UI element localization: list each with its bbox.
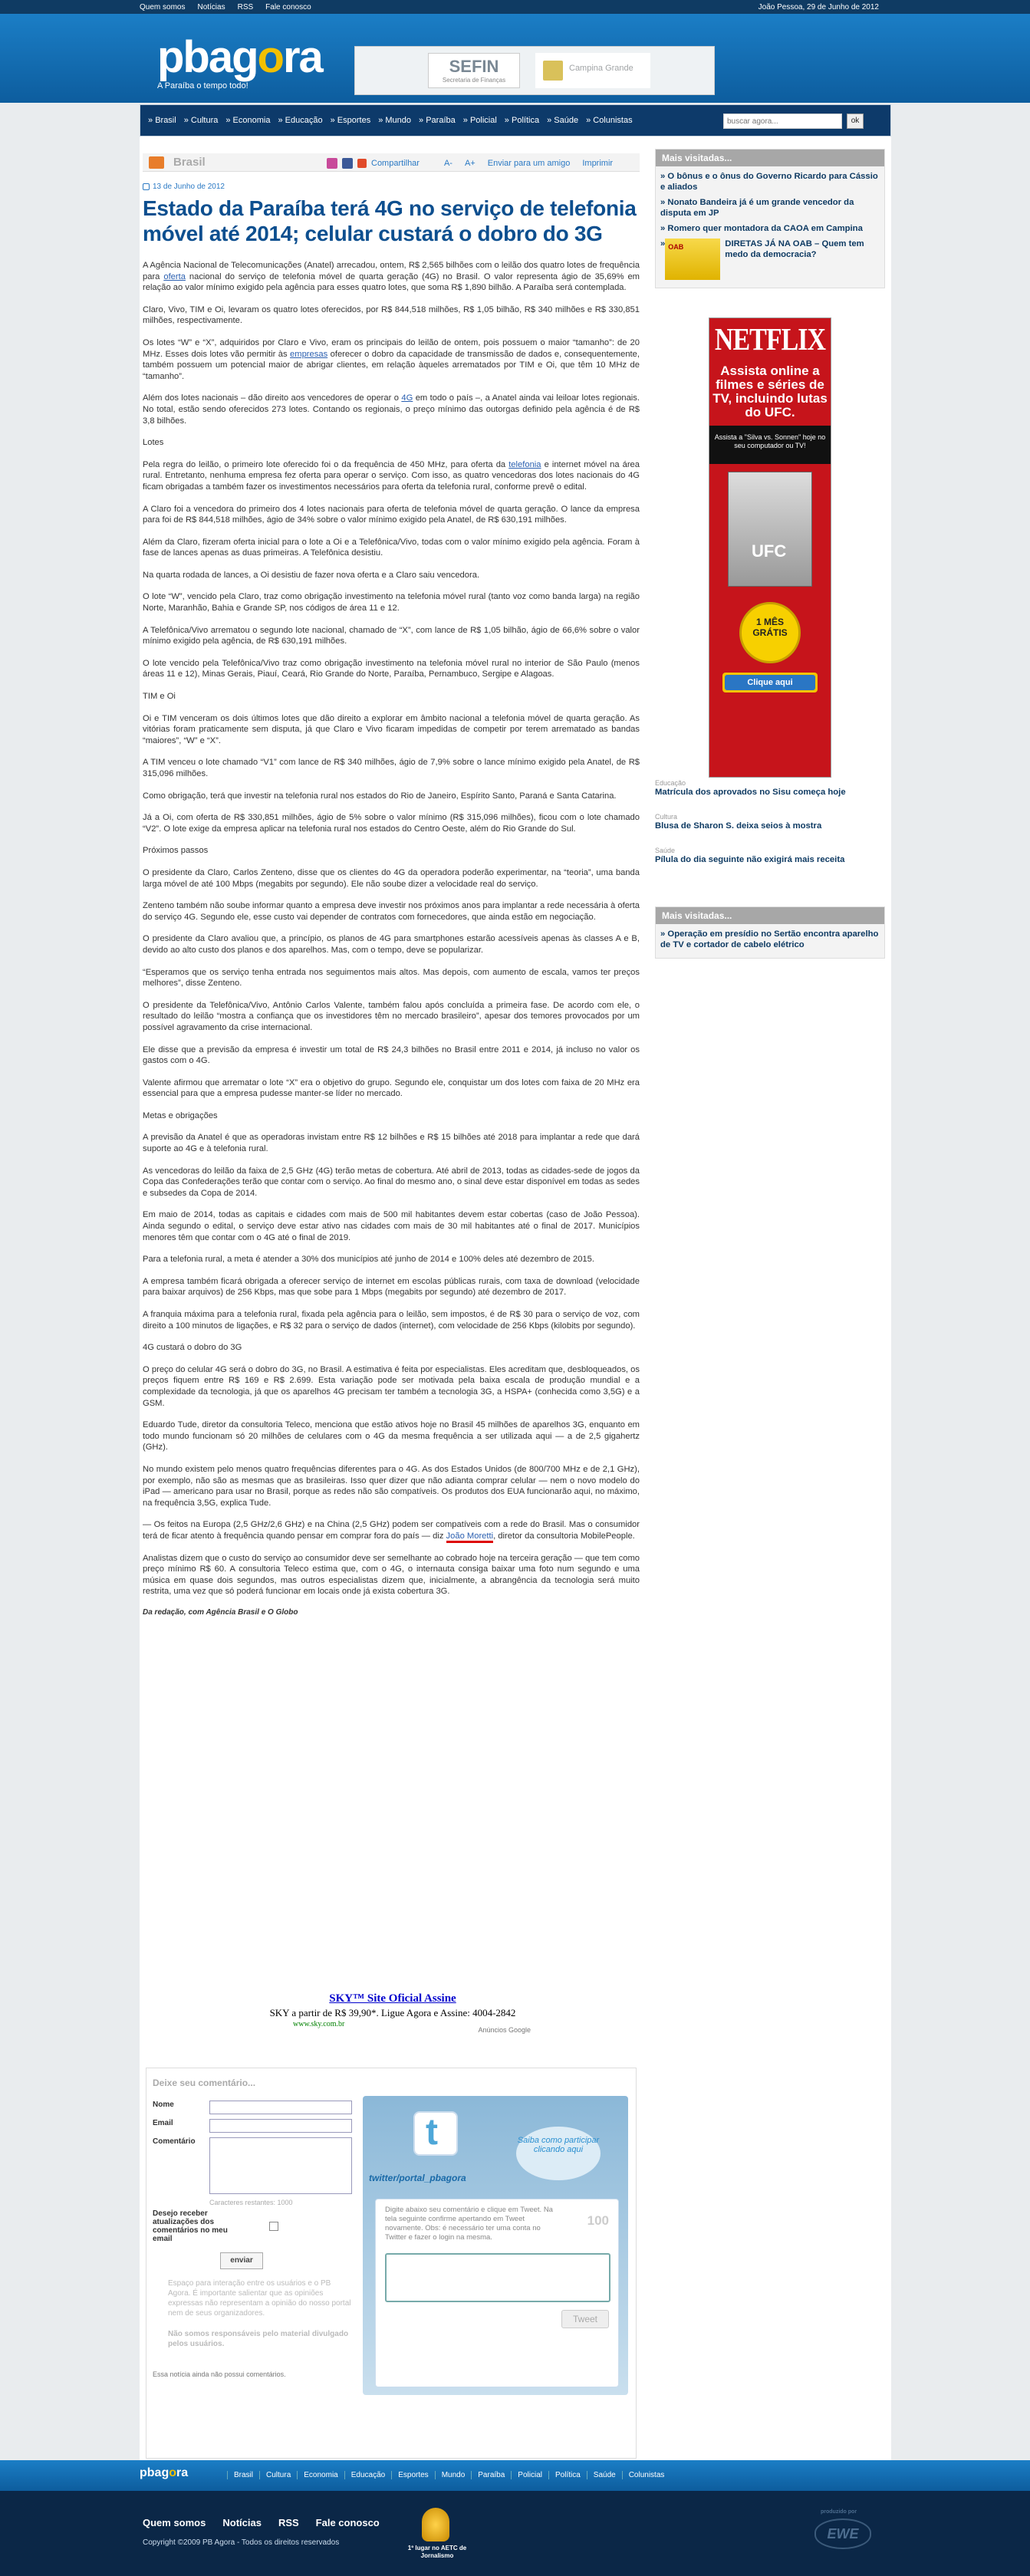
paragraph: O presidente da Telefônica/Vivo, Antônio Carlos Valente, também falou após concluída a primeira fase. De acordo com ele, o resultado do leilão “mostra a confiança que os investidores têm no mercado brasileiro”, apesar dos temores provocados por um possível agravamento da crise internacional. xyxy=(143,1000,640,1032)
paragraph: A empresa também ficará obrigada a oferecer serviço de internet em escolas públicas rurais, com taxa de download (velocidade para baixar arquivos) de 256 Kbps, mas que sobe para 1 Mbps (megabits por segundo) até dezembro de 2017. xyxy=(143,1276,640,1298)
tweet-button[interactable]: Tweet xyxy=(561,2310,609,2328)
nav-item-cultura[interactable]: » Cultura xyxy=(184,116,219,125)
paragraph: A Telefônica/Vivo arrematou o segundo lote nacional, chamado de “X”, com lance de R$ 1,05 bilhão, ágio de 66,6% sobre o valor mínimo exigido pela agência, de R$ 630,191 milhões. xyxy=(143,625,640,646)
paragraph: Na quarta rodada de lances, a Oi desistiu de fazer nova oferta e a Claro saiu vencedora. xyxy=(143,570,480,580)
top-link-noticias[interactable]: Notícias xyxy=(197,2,225,12)
side-news-item[interactable] xyxy=(655,847,885,865)
paragraph: Para a telefonia rural, a meta é atender a 30% dos municípios até junho de 2014 e 100% deles até dezembro de 2015. xyxy=(143,1255,594,1265)
footer-nav-item[interactable]: Educação xyxy=(344,2471,391,2479)
footer-nav-item[interactable]: Colunistas xyxy=(622,2471,671,2479)
publish-date: 13 de Junho de 2012 xyxy=(143,183,640,191)
comment-form xyxy=(153,2101,354,2378)
comment-disclaimer: Espaço para interação entre os usuários e o PB Agora. É importante salientar que as opiniões expressas não representam a opinião do nosso portal nem de seus organizadores. xyxy=(168,2279,351,2318)
footer-link-rss[interactable]: RSS xyxy=(278,2517,299,2528)
name-field[interactable] xyxy=(209,2101,352,2114)
paragraph: O preço do celular 4G será o dobro do 3G, no Brasil. A estimativa é feita por especialistas. Eles acreditam que, desbloqueados, os preços fiquem entre R$ 169 e R$ 2.699. Esta variação pode ser motivada pela baixa escala de produção mundial e a complexidade da tecnologia, já que os aparelhos 4G precisam ter também a tecnologia 3G, a HSPA+ (conhecida como 3,5G) e a GSM. xyxy=(143,1364,640,1408)
share-icon[interactable] xyxy=(357,159,367,168)
paragraph: A franquia máxima para a telefonia rural, fixada pela agência para o leilão, sem impostos, é de R$ 30 para o serviço de voz, com direito a 100 minutos de ligações, e R$ 32 para o serviço de dados (internet), com velocidade de 256 Kbps (kilobits por segundo). xyxy=(143,1310,640,1331)
paragraph: Além dos lotes nacionais – dão direito aos vencedores de operar o 4G em todo o país –, a Anatel ainda vai leiloar lotes regionais. No total, estão sendo oferecidos 273 lotes. Contando os regionais, o preço mínimo das outorgas definido pela agência é de R$ 3,8 bilhões. xyxy=(143,393,640,426)
article-title: Estado da Paraíba terá 4G no serviço de telefonia móvel até 2014; celular custará o dobro do 3G xyxy=(143,196,637,245)
search-input[interactable] xyxy=(723,114,842,129)
nav-item-saude[interactable]: » Saúde xyxy=(547,116,578,125)
top-link-rss[interactable]: RSS xyxy=(237,2,254,12)
ad-description: SKY a partir de R$ 39,90*. Ligue Agora e Assine: 4004-2842 xyxy=(269,2007,516,2018)
side-news-title[interactable]: Blusa de Sharon S. deixa seios à mostra xyxy=(655,821,822,831)
paragraph: Os lotes “W” e “X”, adquiridos por Claro e Vivo, eram os principais do leilão de ontem, pois possuem o maior “tamanho”: de 20 MHz. Esses dois lotes vão permitir às empresas oferecer o dobro da capacidade de transmissão de dados e, consequentemente, também possuem um potencial maior de abrigar clientes, em relação àqueles arrematados por TIM e Oi, que têm 10 MHz de “tamanho”. xyxy=(143,337,640,381)
paragraph: Analistas dizem que o custo do serviço ao consumidor deve ser semelhante ao cobrado hoje na terceira geração — que tem como preço mínimo R$ 60. A consultoria Teleco estima que, com o 4G, o internauta consiga baixar uma foto num segundo e uma música em quase dois segundos, mas outros especialistas dizem que, inicialmente, a abrangência da tecnologia será muito restrita, uma vez que só poderá funcionar em locais onde já exista cobertura 3G. xyxy=(143,1553,640,1597)
medal-icon xyxy=(422,2508,449,2541)
featured-thumbnail[interactable]: » OAB xyxy=(665,239,720,280)
footer-nav-item[interactable]: Mundo xyxy=(435,2471,472,2479)
current-date: João Pessoa, 29 de Junho de 2012 xyxy=(758,3,879,12)
top-link-fale-conosco[interactable]: Fale conosco xyxy=(265,2,311,12)
article-body xyxy=(143,260,640,1597)
email-field[interactable] xyxy=(209,2119,352,2133)
paragraph: Ele disse que a previsão da empresa é investir um total de R$ 24,3 bilhões no Brasil entre 2011 e 2014, já incluso no valor os gastos com o 4G. xyxy=(143,1045,640,1066)
notify-label: Desejo receber atualizações dos comentários no meu email xyxy=(153,2209,228,2243)
twitter-widget xyxy=(363,2096,628,2395)
nav-item-educacao[interactable]: » Educação xyxy=(278,116,322,125)
subheading: Lotes xyxy=(143,438,164,448)
footer-nav-item[interactable]: Policial xyxy=(511,2471,548,2479)
name-label: Nome xyxy=(153,2101,174,2109)
side-news-category: Saúde xyxy=(655,847,676,854)
ad-title[interactable]: SKY™ Site Oficial Assine xyxy=(329,1992,456,2005)
top-bar xyxy=(0,0,1030,14)
paragraph: O presidente da Claro avaliou que, a princípio, os planos de 4G para smartphones estarão acessíveis apenas às classes A e B, devido ao alto custo dos planos e dos aparelhos. Mas, com o tempo, deve se popularizar. xyxy=(143,934,640,955)
most-viewed-item[interactable]: » Romero quer montadora da CAOA em Campina xyxy=(660,223,880,234)
most-viewed-item[interactable]: » Operação em presídio no Sertão encontra aparelho de TV e cortador de cabelo elétrico xyxy=(660,929,880,950)
article-category: Brasil xyxy=(173,156,206,169)
share-link[interactable]: Compartilhar xyxy=(371,158,420,168)
side-news-item[interactable] xyxy=(655,779,885,798)
subheading: TIM e Oi xyxy=(143,692,176,702)
paragraph: As vencedoras do leilão da faixa de 2,5 GHz (4G) terão metas de cobertura. Até abril de 2013, todas as cidades-sede de jogos da Copa das Confederações terão que contar com o serviço. Ao final do mesmo ano, o sinal deve estar disponível em todas as sedes e subsedes da Copa de 2014. xyxy=(143,1166,640,1198)
ad-url[interactable]: www.sky.com.br xyxy=(293,2020,345,2028)
paragraph: Já a Oi, com oferta de R$ 330,851 milhões, ágio de 5% sobre o valor mínimo (R$ 315,096 milhões), ficou com o lote chamado “V2”. O lote exige da empresa aplicar na telefonia rural nos estados do Centro Oeste, além do Rio Grande do Sul. xyxy=(143,813,640,834)
nav-item-economia[interactable]: » Economia xyxy=(225,116,270,125)
side-news-category: Cultura xyxy=(655,813,678,821)
inline-link[interactable]: empresas xyxy=(290,349,328,359)
no-comments-text: Essa notícia ainda não possui comentários. xyxy=(153,2370,286,2378)
article-source: Da redação, com Agência Brasil e O Globo xyxy=(143,1607,298,1617)
footer-nav-item[interactable]: Economia xyxy=(297,2471,344,2479)
nav-item-politica[interactable]: » Política xyxy=(505,116,539,125)
footer-link-noticias[interactable]: Notícias xyxy=(222,2517,262,2528)
paragraph: A TIM venceu o lote chamado “V1” com lance de R$ 340 milhões, ágio de 7,9% sobre o lance mínimo exigido pela Anatel, de R$ 315,096 milhões. xyxy=(143,758,640,778)
most-viewed-box-2 xyxy=(655,906,885,959)
footer-nav xyxy=(0,2460,1030,2491)
font-decrease-button[interactable]: A- xyxy=(443,159,452,168)
paragraph: — Os feitos na Europa (2,5 GHz/2,6 GHz) e na China (2,5 GHz) podem ser compatíveis com a rede do Brasil. Mas o consumidor terá de ficar atento à frequência quando pensar em comprar fora do país — diz João Moretti, diretor da consultoria MobilePeople. xyxy=(143,1519,640,1541)
comment-heading: Deixe seu comentário... xyxy=(153,2078,256,2088)
paragraph: O lote “W”, vencido pela Claro, traz como obrigação investimento na telefonia móvel rural (tanto voz como banda larga) na região Norte, Maranhão, Bahia e Grande SP, nos códigos de área 11 e 12. xyxy=(143,592,640,614)
free-month-badge: 1 MÊS GRÁTIS xyxy=(739,602,801,663)
inline-link[interactable]: oferta xyxy=(163,271,186,281)
nav-item-colunistas[interactable]: » Colunistas xyxy=(586,116,633,125)
paragraph: A previsão da Anatel é que as operadoras invistam entre R$ 12 bilhões e R$ 15 bilhões até 2018 para implantar a rede que dará suporte ao 4G e à telefonia rural. xyxy=(143,1133,640,1154)
sidebar xyxy=(655,149,885,949)
comment-label: Comentário xyxy=(153,2137,196,2146)
paragraph: Como obrigação, terá que investir na telefonia rural nos estados do Rio de Janeiro, Espírito Santo, Paraná e Santa Catarina. xyxy=(143,791,617,801)
netflix-headline: Assista online a filmes e séries de TV, incluindo lutas do UFC. xyxy=(712,364,828,419)
article-toolbar xyxy=(143,153,640,172)
footer-link-fale-conosco[interactable]: Fale conosco xyxy=(315,2517,380,2528)
site-slogan: A Paraíba o tempo todo! xyxy=(157,81,248,90)
comment-textarea[interactable] xyxy=(209,2137,352,2194)
inline-link[interactable]: telefonia xyxy=(508,459,541,469)
calendar-icon xyxy=(143,183,150,190)
paragraph: Em maio de 2014, todas as capitais e cidades com mais de 500 mil habitantes devem estar cobertas (caso de João Pessoa). Ainda segundo o edital, o serviço deve estar ativo nas cidades com mais de 30 mil habitantes até o final de 2017. Municípios menores têm que contar com o 4G até o final de 2019. xyxy=(143,1210,640,1242)
footer xyxy=(0,2491,1030,2576)
side-news-category: Educação xyxy=(655,779,686,787)
top-link-quem-somos[interactable]: Quem somos xyxy=(140,2,186,12)
copyright: Copyright ©2009 PB Agora - Todos os direitos reservados xyxy=(143,2538,340,2547)
main-area xyxy=(140,137,891,2460)
twitter-handle[interactable]: twitter/portal_pbagora xyxy=(369,2173,466,2183)
paragraph: No mundo existem pelo menos quatro frequências diferentes para o 4G. As dos Estados Unidos (de 800/700 MHz e de 2,1 GHz), por exemplo, não são as mesmas que as brasileiras. Isso quer dizer que não adianta comprar celular — nem o novo modelo do iPad — americano para usar no Brasil, porque as redes não são compatíveis. Os produtos dos EUA funcionarão aqui, no máximo, na frequência 3,5G, explica Tude. xyxy=(143,1464,640,1508)
campina-grande-logo: Campina Grande xyxy=(535,53,650,88)
footer-nav-item[interactable]: Saúde xyxy=(587,2471,622,2479)
twitter-help-link[interactable]: Saiba como participar clicando aqui xyxy=(516,2127,601,2180)
award-text: 1º lugar no AETC de Jornalismo xyxy=(407,2545,467,2559)
most-viewed-title: Mais visitadas... xyxy=(656,907,884,924)
side-news-title[interactable]: Pílula do dia seguinte não exigirá mais receita xyxy=(655,855,845,864)
comment-disclaimer-2: Não somos responsáveis pelo material divulgado pelos usuários. xyxy=(168,2330,349,2348)
nav-item-brasil[interactable]: » Brasil xyxy=(148,116,176,125)
chars-remaining: Caracteres restantes: 1000 xyxy=(209,2199,293,2206)
nav-item-mundo[interactable]: » Mundo xyxy=(378,116,411,125)
paragraph: Pela regra do leilão, o primeiro lote oferecido foi o da frequência de 450 MHz, para oferta da telefonia e internet móvel na área rural. Entretanto, nenhuma empresa fez oferta para operar o serviço. Com isso, as quatro vencedoras dos lotes nacionais do 4G ficam obrigadas a também fazer os investimentos necessários para oferta da telefonia rural, conforme prevê o edital. xyxy=(143,459,640,492)
tweet-textarea[interactable] xyxy=(385,2253,610,2302)
print-link[interactable]: Imprimir xyxy=(582,159,614,168)
nav-item-policial[interactable]: » Policial xyxy=(463,116,497,125)
subheading: Próximos passos xyxy=(143,846,209,856)
tweet-char-count: 100 xyxy=(587,2213,609,2228)
subheading: Metas e obrigações xyxy=(143,1110,218,1120)
nav-item-paraiba[interactable]: » Paraíba xyxy=(419,116,456,125)
side-news-item[interactable] xyxy=(655,813,885,831)
paragraph: Valente afirmou que arrematar o lote “X” era o objetivo do grupo. Segundo ele, conquistar um dos lotes com faixa de 20 MHz era essencial para que a empresa pudesse manter-se líder no mercado. xyxy=(143,1077,640,1099)
sefin-logo: SEFIN Secretaria de Finanças xyxy=(428,53,520,88)
footer-nav-item[interactable]: Cultura xyxy=(259,2471,297,2479)
most-viewed-item[interactable]: » O bônus e o ônus do Governo Ricardo para Cássio e aliados xyxy=(660,171,880,192)
paragraph: A Claro foi a vencedora do primeiro dos 4 lotes nacionais para oferta de telefonia móvel de quarta geração. O lance da empresa para foi de R$ 844,518 milhões, ágio de 34% sobre o valor mínimo exigido pela Anatel, de R$ 630,191 milhões. xyxy=(143,504,640,525)
send-button[interactable]: enviar xyxy=(220,2252,263,2269)
ufc-poster: UFC xyxy=(728,472,812,587)
city-crest-icon xyxy=(543,61,563,81)
most-viewed-box xyxy=(655,149,885,288)
rss-icon[interactable] xyxy=(149,156,164,169)
header-banner[interactable] xyxy=(354,46,715,95)
footer-link-quem-somos[interactable]: Quem somos xyxy=(143,2517,206,2528)
paragraph: Oi e TIM venceram os dois últimos lotes que dão direito a explorar em âmbito nacional a telefonia móvel de quarta geração. As vitórias foram praticamente sem disputa, já que Claro e Vivo ficaram impedidas de competir por terem arrematado as bandas “maiores”, “W” e “X”. xyxy=(143,713,640,745)
paragraph: O lote vencido pela Telefônica/Vivo traz como obrigação investimento na telefonia móvel rural no interior de São Paulo (menos áreas 11 e 12), Minas Gerais, Piauí, Ceará, Rio Grande do Norte, Paraíba, Pernambuco, Sergipe e Alagoas. xyxy=(143,658,640,679)
inline-link[interactable]: 4G xyxy=(401,393,413,403)
email-friend-link[interactable]: Enviar para um amigo xyxy=(487,159,571,168)
most-viewed-featured[interactable]: » OAB DIRETAS JÁ NA OAB – Quem tem medo da democracia? xyxy=(660,239,880,280)
header xyxy=(0,14,1030,103)
notify-checkbox[interactable] xyxy=(269,2222,278,2231)
site-logo[interactable]: pbagora A Paraíba o tempo todo! xyxy=(157,35,326,89)
orkut-icon[interactable] xyxy=(327,158,337,169)
search-button[interactable]: ok xyxy=(847,114,864,129)
netflix-logo: NETFLIX xyxy=(714,323,826,357)
developer-logo[interactable]: produzido por EWE xyxy=(814,2518,871,2549)
ad-attribution[interactable]: Anúncios Google xyxy=(478,2026,531,2034)
paragraph: O presidente da Claro, Carlos Zenteno, disse que os clientes do 4G da operadora poderão experimentar, na “teoria”, uma banda larga móvel de até 100 Mbps (megabits por segundo). Ele não soube dizer a velocidade real do serviço. xyxy=(143,867,640,889)
netflix-ad[interactable] xyxy=(709,317,831,778)
paragraph: Eduardo Tude, diretor da consultoria Teleco, menciona que estão ativos hoje no Brasil 45 milhões de aparelhos 3G, enquanto em todo mundo funcionam só 20 milhões de celulares com o 4G da mesma frequência a ser utilizada aqui — a de 2,5 gigahertz (GHz). xyxy=(143,1420,640,1452)
footer-logo[interactable]: pbagora xyxy=(140,2466,189,2479)
footer-nav-item[interactable]: Esportes xyxy=(391,2471,434,2479)
comment-box xyxy=(146,2068,637,2459)
tweet-panel xyxy=(375,2199,619,2387)
email-label: Email xyxy=(153,2119,173,2127)
paragraph: Zenteno também não soube informar quanto a empresa deve investir nos próximos anos para implantar a rede necessária à oferta do serviço 4G. Segundo ele, esse custo vai depender de contratos com fornecedores, que ainda estão em negociação. xyxy=(143,901,640,922)
footer-nav-item[interactable]: Brasil xyxy=(227,2471,259,2479)
most-viewed-title: Mais visitadas... xyxy=(656,150,884,166)
nav-item-esportes[interactable]: » Esportes xyxy=(331,116,371,125)
paragraph: “Esperamos que os serviço tenha entrada nos seguimentos mais altos. Mas depois, com aumento de escala, vamos ter preços melhores”, disse Zenteno. xyxy=(143,967,640,989)
footer-nav-item[interactable]: Política xyxy=(548,2471,587,2479)
google-ad[interactable] xyxy=(239,1992,546,2034)
paragraph: A Agência Nacional de Telecomunicações (Anatel) arrecadou, ontem, R$ 2,565 bilhões com o leilão dos quatro lotes de frequência para oferta nacional do serviço de telefonia móvel de quarta geração (4G) no Brasil. O valor representa ágio de 35,69% em relação ao valor mínimo exigido pela agência para esses quatro lotes, que soma R$ 1,890 bilhão. A Paraíba será contemplada. xyxy=(143,261,640,293)
tweet-instructions: Digite abaixo seu comentário e clique em Tweet. Na tela seguinte confirme apertando em Tweet novamente. Obs: é necessário ter uma conta no Twitter e fazer o login na mesma. xyxy=(385,2206,553,2242)
main-nav xyxy=(140,104,891,137)
netflix-click-button[interactable]: Clique aqui xyxy=(722,673,818,693)
most-viewed-item[interactable]: » Nonato Bandeira já é um grande vencedor da disputa em JP xyxy=(660,197,880,219)
netflix-subtext: Assista a "Silva vs. Sonnen" hoje no seu computador ou TV! xyxy=(709,426,831,464)
font-increase-button[interactable]: A+ xyxy=(464,159,476,168)
twitter-icon xyxy=(413,2111,458,2156)
paragraph: Além da Claro, fizeram oferta inicial para o lote a Oi e a Telefônica/Vivo, todas com o valor mínimo exigido pela agência. Foram à fase de lances apenas as duas primeiras. A Telefônica desistiu. xyxy=(143,537,640,558)
side-news-title[interactable]: Matrícula dos aprovados no Sisu começa hoje xyxy=(655,788,846,797)
subheading: 4G custará o dobro do 3G xyxy=(143,1343,242,1353)
footer-nav-item[interactable]: Paraíba xyxy=(471,2471,511,2479)
article xyxy=(143,153,640,1617)
facebook-icon[interactable] xyxy=(342,158,353,169)
paragraph: Claro, Vivo, TIM e Oi, levaram os quatro lotes oferecidos, por R$ 844,518 milhões, R$ 1,05 bilhão, R$ 340 milhões e R$ 330,851 milhões, respectivamente. xyxy=(143,304,640,326)
inline-link[interactable]: João Moretti xyxy=(446,1531,494,1543)
